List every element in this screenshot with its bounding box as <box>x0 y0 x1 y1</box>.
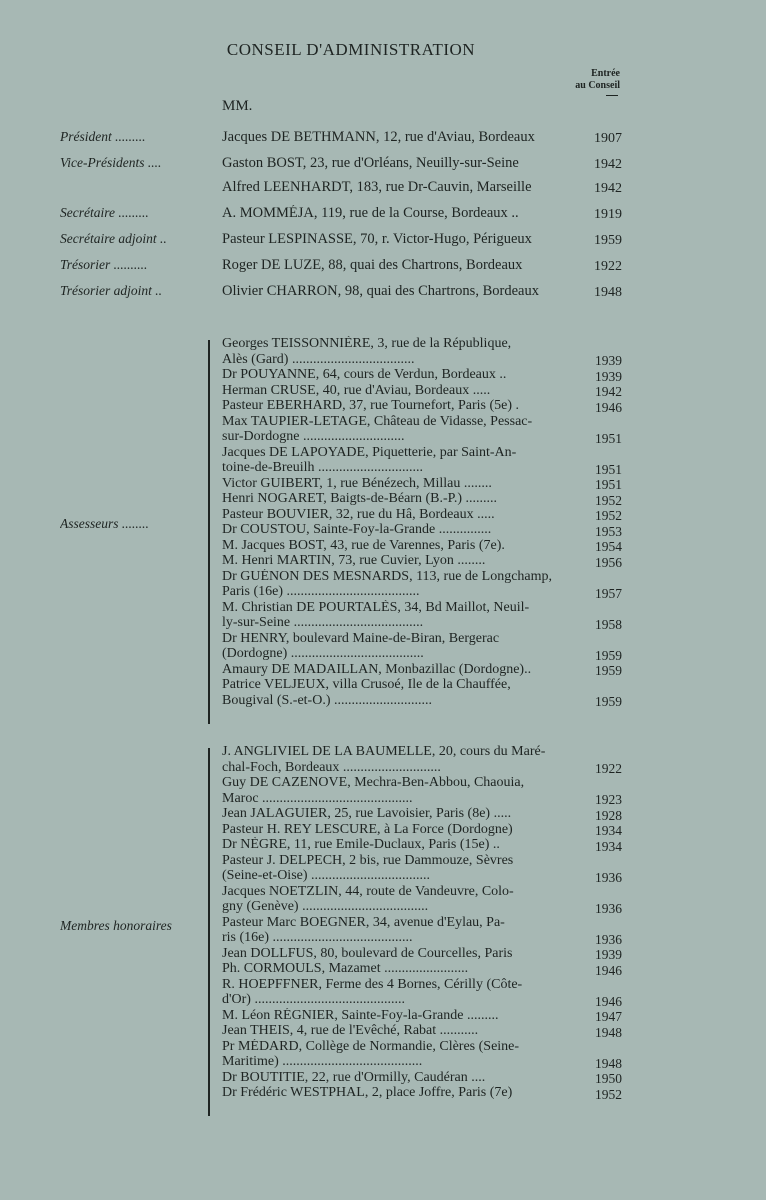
entry-text-line: Pasteur Marc BOEGNER, 34, avenue d'Eylau, Pa- <box>222 914 505 930</box>
list-item <box>222 476 622 492</box>
entry-text-line: Pasteur H. REY LESCURE, à La Force (Dordogne) <box>222 821 513 837</box>
entry-text-line: Paris (16e) ...................................... <box>222 584 420 599</box>
entry-year: 1946 <box>595 399 622 415</box>
entry-year: 1959 <box>595 647 622 663</box>
entry-text-line: Dr GUÉNON DES MESNARDS, 113, rue de Longchamp, <box>222 568 553 584</box>
entry-text-line: Guy DE CAZENOVE, Mechra-Ben-Abbou, Chaouia, <box>222 775 525 790</box>
officer-role: Secrétaire ......... <box>60 205 149 220</box>
entry-year: 1952 <box>595 508 622 523</box>
officer-name: Roger DE LUZE, 88, quai des Chartrons, Bordeaux <box>222 257 523 273</box>
entry-year: 1936 <box>595 900 622 916</box>
group-brace <box>208 340 218 724</box>
entry-year: 1928 <box>595 807 622 823</box>
officer-row <box>0 279 766 305</box>
list-item <box>222 677 622 708</box>
entry-year: 1958 <box>595 616 622 632</box>
officer-name: Jacques DE BETHMANN, 12, rue d'Aviau, Bordeaux <box>222 129 535 145</box>
entry-text-line: ly-sur-Seine ..................................... <box>222 615 424 630</box>
entry-year: 1939 <box>595 368 622 384</box>
officer-role: Trésorier adjoint .. <box>60 283 163 298</box>
entry-year: 1934 <box>595 838 622 854</box>
entry-text-line: Max TAUPIER-LETAGE, Château de Vidasse, Pessac- <box>222 413 533 429</box>
group-brace <box>208 748 218 1116</box>
list-item <box>222 507 622 523</box>
entry-text-line: sur-Dordogne ............................. <box>222 429 405 444</box>
list-item <box>222 336 622 367</box>
entry-text-line: M. Léon RÉGNIER, Sainte-Foy-la-Grande ......... <box>222 1007 499 1023</box>
officer-row <box>0 175 766 201</box>
entry-year: 1934 <box>595 823 622 838</box>
officer-name: A. MOMMÉJA, 119, rue de la Course, Bordeaux .. <box>222 205 519 221</box>
entry-year: 1959 <box>595 663 622 678</box>
officer-name: Pasteur LESPINASSE, 70, r. Victor-Hugo, Périgueux <box>222 231 532 247</box>
officer-year: 1959 <box>594 233 622 248</box>
entry-text-line: d'Or) ........................................... <box>222 992 405 1007</box>
officer-role: Trésorier .......... <box>60 257 148 272</box>
list-item <box>222 837 622 853</box>
entry-year: 1948 <box>595 1055 622 1071</box>
entry-text-line: Dr Frédéric WESTPHAL, 2, place Joffre, Paris (7e) <box>222 1085 513 1100</box>
entry-text-line: Maritime) ........................................ <box>222 1054 423 1069</box>
entry-text-line: Dr COUSTOU, Sainte-Foy-la-Grande ............... <box>222 522 492 537</box>
entry-text-line: Patrice VELJEUX, villa Crusoé, Ile de la Chauffée, <box>222 677 511 692</box>
entry-text-line: Alès (Gard) ................................... <box>222 351 415 367</box>
entry-text-line: Jacques DE LAPOYADE, Piquetterie, par Saint-An- <box>222 444 517 460</box>
entry-year: 1939 <box>595 353 622 368</box>
list-item <box>222 398 622 414</box>
list-item <box>222 491 622 507</box>
entry-year: 1953 <box>595 523 622 539</box>
list-item <box>222 1085 622 1101</box>
entry-text-line: Ph. CORMOULS, Mazamet ........................ <box>222 961 469 976</box>
list-item <box>222 977 622 1008</box>
list-item <box>222 553 622 569</box>
list-item <box>222 961 622 977</box>
list-item <box>222 1023 622 1039</box>
entry-text-line: Pasteur EBERHARD, 37, rue Tournefort, Paris (5e) . <box>222 398 519 413</box>
entry-text-line: M. Henri MARTIN, 73, rue Cuvier, Lyon ........ <box>222 553 486 568</box>
entry-header-line2: au Conseil <box>575 80 620 91</box>
entry-text-line: Amaury DE MADAILLAN, Monbazillac (Dordogne).. <box>222 661 532 677</box>
entry-text-line: Victor GUIBERT, 1, rue Bénézech, Millau ........ <box>222 475 492 491</box>
entry-text-line: Pasteur BOUVIER, 32, rue du Hâ, Bordeaux ..... <box>222 506 495 522</box>
entry-text-line: ris (16e) ........................................ <box>222 930 413 945</box>
list-item <box>222 367 622 383</box>
entry-text-line: Maroc ........................................... <box>222 790 413 806</box>
entry-text-line: Pasteur J. DELPECH, 2 bis, rue Dammouze, Sèvres <box>222 852 514 868</box>
entry-year: 1952 <box>595 1086 622 1102</box>
list-item <box>222 538 622 554</box>
list-item <box>222 775 622 806</box>
entry-header-dash <box>606 95 618 96</box>
entry-text-line: Jacques NOETZLIN, 44, route de Vandeuvre, Colo- <box>222 883 514 899</box>
entry-year: 1951 <box>595 477 622 492</box>
assesseurs-label: Assesseurs ........ <box>60 516 149 531</box>
officer-year: 1919 <box>594 207 622 222</box>
officer-year: 1942 <box>594 181 622 196</box>
officer-role: Secrétaire adjoint .. <box>60 231 167 246</box>
list-item <box>222 853 622 884</box>
list-item <box>222 600 622 631</box>
entry-header-line1: Entrée <box>591 68 620 79</box>
page-title: CONSEIL D'ADMINISTRATION <box>226 40 476 59</box>
officer-row <box>0 227 766 253</box>
entry-text-line: Dr NÈGRE, 11, rue Emile-Duclaux, Paris (15e) .. <box>222 837 500 852</box>
entry-text-line: Herman CRUSE, 40, rue d'Aviau, Bordeaux ..... <box>222 382 491 398</box>
entry-text-line: Bougival (S.-et-O.) ............................ <box>222 692 432 708</box>
entry-year: 1942 <box>595 384 622 399</box>
entry-year: 1954 <box>595 539 622 554</box>
entry-year: 1948 <box>595 1024 622 1040</box>
entry-year: 1923 <box>595 792 622 807</box>
entry-text-line: toine-de-Breuilh .............................. <box>222 460 424 475</box>
list-item <box>222 1039 622 1070</box>
list-item <box>222 414 622 445</box>
entry-text-line: Dr BOUTITIE, 22, rue d'Ormilly, Caudéran .... <box>222 1069 486 1085</box>
officer-year: 1922 <box>594 259 622 274</box>
entry-year: 1956 <box>595 554 622 570</box>
entry-year: 1957 <box>595 585 622 601</box>
entry-year: 1946 <box>595 962 622 978</box>
entry-text-line: R. HOEPFFNER, Ferme des 4 Bornes, Cérilly (Côte- <box>222 976 523 992</box>
entry-year: 1959 <box>595 694 622 709</box>
entry-year-header <box>560 68 620 96</box>
assesseurs-entries <box>222 336 622 708</box>
list-item <box>222 822 622 838</box>
entry-text-line: chal-Foch, Bordeaux ............................ <box>222 759 441 775</box>
entry-text-line: Pr MÉDARD, Collège de Normandie, Clères (Seine- <box>222 1038 520 1054</box>
officer-name: Gaston BOST, 23, rue d'Orléans, Neuilly-sur-Seine <box>222 155 519 171</box>
officer-name: Alfred LEENHARDT, 183, rue Dr-Cauvin, Marseille <box>222 179 532 195</box>
list-item <box>222 631 622 662</box>
entry-year: 1952 <box>595 492 622 508</box>
entry-text-line: Dr HENRY, boulevard Maine-de-Biran, Bergerac <box>222 630 500 646</box>
entry-text-line: (Dordogne) ...................................... <box>222 646 424 661</box>
list-item <box>222 445 622 476</box>
list-item <box>222 1008 622 1024</box>
entry-year: 1950 <box>595 1071 622 1086</box>
entry-year: 1936 <box>595 869 622 885</box>
officer-row <box>0 201 766 227</box>
list-item <box>222 383 622 399</box>
officer-year: 1942 <box>594 157 622 172</box>
entry-text-line: Georges TEISSONNIÈRE, 3, rue de la République, <box>222 336 512 351</box>
list-item <box>222 806 622 822</box>
officer-role: Président ......... <box>60 129 146 144</box>
list-item <box>222 662 622 678</box>
list-item <box>222 744 622 775</box>
officer-row <box>0 125 766 151</box>
entry-text-line: M. Christian DE POURTALÈS, 34, Bd Maillot, Neuil- <box>222 599 530 615</box>
list-item <box>222 1070 622 1086</box>
list-item <box>222 946 622 962</box>
entry-text-line: Jean THEIS, 4, rue de l'Evêché, Rabat ........... <box>222 1023 479 1038</box>
entry-text-line: Henri NOGARET, Baigts-de-Béarn (B.-P.) ......... <box>222 491 498 506</box>
entry-year: 1936 <box>595 931 622 947</box>
entry-year: 1947 <box>595 1009 622 1024</box>
entry-text-line: J. ANGLIVIEL DE LA BAUMELLE, 20, cours du Maré- <box>222 744 546 759</box>
officer-role: Vice-Présidents .... <box>60 155 162 170</box>
mm-heading: MM. <box>222 98 253 114</box>
honoraires-entries <box>222 744 622 1101</box>
entry-year: 1922 <box>595 761 622 776</box>
officers-list <box>0 125 766 305</box>
entry-text-line: (Seine-et-Oise) .................................. <box>222 868 431 883</box>
entry-year: 1946 <box>595 993 622 1009</box>
list-item <box>222 884 622 915</box>
list-item <box>222 522 622 538</box>
entry-text-line: Jean JALAGUIER, 25, rue Lavoisier, Paris (8e) ..... <box>222 806 512 821</box>
list-item <box>222 569 622 600</box>
entry-year: 1939 <box>595 947 622 962</box>
officer-row <box>0 253 766 279</box>
officer-year: 1907 <box>594 131 622 146</box>
entry-text-line: gny (Genève) .................................... <box>222 899 429 914</box>
entry-text-line: Jean DOLLFUS, 80, boulevard de Courcelles, Paris <box>222 945 513 961</box>
entry-year: 1951 <box>595 430 622 446</box>
entry-text-line: M. Jacques BOST, 43, rue de Varennes, Paris (7e). <box>222 537 505 553</box>
list-item <box>222 915 622 946</box>
officer-row <box>0 151 766 175</box>
officer-name: Olivier CHARRON, 98, quai des Chartrons, Bordeaux <box>222 283 539 299</box>
entry-text-line: Dr POUYANNE, 64, cours de Verdun, Bordeaux .. <box>222 367 507 382</box>
entry-year: 1951 <box>595 461 622 477</box>
honoraires-label: Membres honoraires <box>60 918 172 933</box>
officer-year: 1948 <box>594 285 622 300</box>
